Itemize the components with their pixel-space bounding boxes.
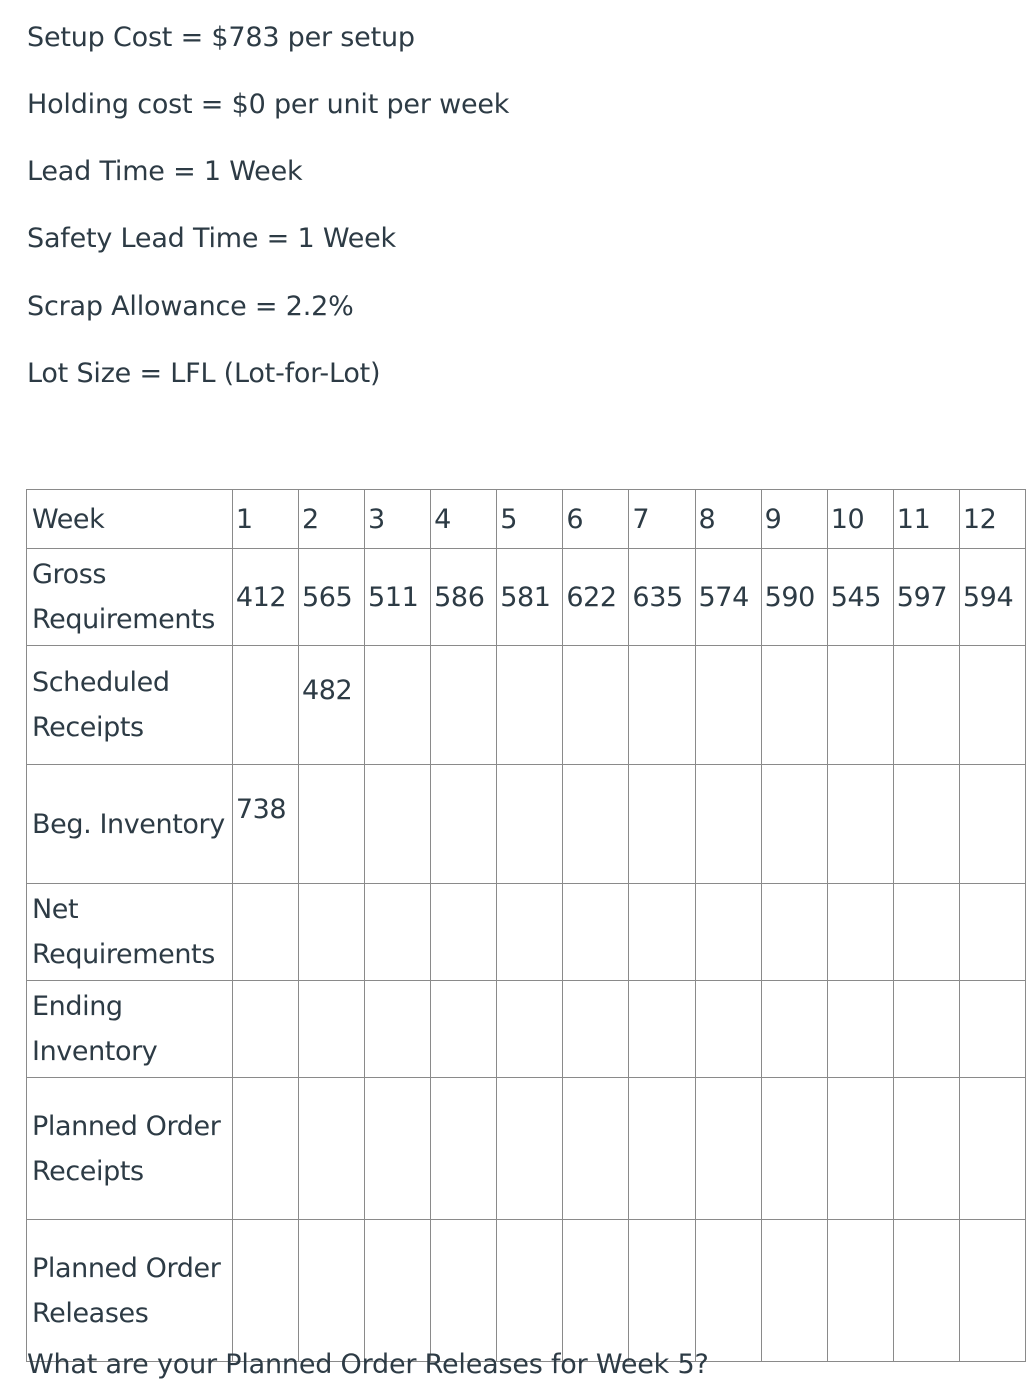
row-label: Gross Requirements	[27, 549, 233, 646]
week-header-3: 3	[365, 490, 431, 549]
week-header-9: 9	[761, 490, 827, 549]
row-label: Planned Order Releases	[27, 1220, 233, 1362]
holding-cost-text: Holding cost = $0 per unit per week	[27, 89, 510, 120]
table-cell[interactable]	[893, 884, 959, 981]
table-cell[interactable]	[232, 1220, 298, 1362]
table-row	[27, 1078, 1026, 1220]
week-header-11: 11	[893, 490, 959, 549]
table-cell[interactable]	[695, 1220, 761, 1362]
week-header-2: 2	[298, 490, 364, 549]
table-cell[interactable]	[298, 981, 364, 1078]
week-header-4: 4	[431, 490, 497, 549]
table-cell[interactable]	[761, 884, 827, 981]
table-cell[interactable]	[629, 884, 695, 981]
table-cell[interactable]	[563, 646, 629, 765]
table-cell[interactable]	[629, 981, 695, 1078]
table-cell[interactable]	[563, 1078, 629, 1220]
table-cell[interactable]	[497, 1078, 563, 1220]
table-row	[27, 981, 1026, 1078]
table-cell[interactable]	[365, 1078, 431, 1220]
week-header-7: 7	[629, 490, 695, 549]
table-header-row	[27, 490, 1026, 549]
mrp-table	[26, 489, 1026, 1362]
table-cell[interactable]: 622	[563, 549, 629, 646]
table-cell[interactable]	[761, 646, 827, 765]
table-cell[interactable]	[695, 646, 761, 765]
table-cell[interactable]	[563, 981, 629, 1078]
table-cell[interactable]	[365, 765, 431, 884]
table-cell[interactable]	[431, 884, 497, 981]
table-cell[interactable]	[827, 646, 893, 765]
table-cell[interactable]	[497, 765, 563, 884]
week-header-10: 10	[827, 490, 893, 549]
table-cell[interactable]	[761, 981, 827, 1078]
table-cell[interactable]: 511	[365, 549, 431, 646]
table-cell[interactable]	[893, 1220, 959, 1362]
table-cell[interactable]	[563, 884, 629, 981]
table-cell[interactable]: 590	[761, 549, 827, 646]
row-label: Net Requirements	[27, 884, 233, 981]
table-cell[interactable]	[893, 981, 959, 1078]
table-cell[interactable]	[298, 1078, 364, 1220]
table-cell[interactable]	[827, 1078, 893, 1220]
table-cell[interactable]	[365, 1220, 431, 1362]
table-cell[interactable]	[497, 884, 563, 981]
table-cell[interactable]	[232, 981, 298, 1078]
table-cell[interactable]	[365, 981, 431, 1078]
lot-size-text: Lot Size = LFL (Lot-for-Lot)	[27, 358, 381, 389]
table-cell[interactable]	[431, 1078, 497, 1220]
table-cell[interactable]	[959, 646, 1025, 765]
table-cell[interactable]	[695, 981, 761, 1078]
table-cell[interactable]	[365, 884, 431, 981]
question-text: What are your Planned Order Releases for Week 5?	[27, 1349, 709, 1380]
table-cell[interactable]	[431, 981, 497, 1078]
table-cell[interactable]: 545	[827, 549, 893, 646]
table-cell[interactable]	[959, 981, 1025, 1078]
row-label: Ending Inventory	[27, 981, 233, 1078]
table-row	[27, 884, 1026, 981]
table-cell[interactable]	[959, 1078, 1025, 1220]
row-label: Planned Order Receipts	[27, 1078, 233, 1220]
table-cell[interactable]	[827, 765, 893, 884]
table-row	[27, 1220, 1026, 1362]
table-cell[interactable]	[497, 1220, 563, 1362]
table-cell[interactable]	[298, 765, 364, 884]
table-cell[interactable]: 738	[232, 765, 298, 884]
table-row	[27, 646, 1026, 765]
table-cell[interactable]	[629, 646, 695, 765]
table-cell[interactable]	[431, 1220, 497, 1362]
table-cell[interactable]: 586	[431, 549, 497, 646]
table-cell[interactable]	[629, 765, 695, 884]
table-cell[interactable]	[497, 981, 563, 1078]
table-cell[interactable]	[827, 981, 893, 1078]
table-cell[interactable]: 594	[959, 549, 1025, 646]
table-row	[27, 765, 1026, 884]
table-cell[interactable]	[232, 646, 298, 765]
table-cell[interactable]: 635	[629, 549, 695, 646]
table-cell[interactable]	[563, 765, 629, 884]
week-header-8: 8	[695, 490, 761, 549]
table-cell[interactable]: 574	[695, 549, 761, 646]
table-cell[interactable]	[761, 765, 827, 884]
table-cell[interactable]	[827, 884, 893, 981]
table-cell[interactable]	[695, 1078, 761, 1220]
table-cell[interactable]	[298, 884, 364, 981]
table-row	[27, 549, 1026, 646]
table-cell[interactable]	[298, 1220, 364, 1362]
week-header-5: 5	[497, 490, 563, 549]
row-label: Scheduled Receipts	[27, 646, 233, 765]
table-cell[interactable]	[761, 1220, 827, 1362]
table-cell[interactable]	[893, 765, 959, 884]
table-cell[interactable]	[695, 884, 761, 981]
table-cell[interactable]	[497, 646, 563, 765]
table-cell[interactable]	[893, 1078, 959, 1220]
lead-time-text: Lead Time = 1 Week	[27, 156, 303, 187]
table-cell[interactable]: 482	[298, 646, 364, 765]
table-cell[interactable]	[761, 1078, 827, 1220]
safety-lead-time-text: Safety Lead Time = 1 Week	[27, 223, 396, 254]
setup-cost-text: Setup Cost = $783 per setup	[27, 22, 415, 53]
row-label: Beg. Inventory	[27, 765, 233, 884]
table-cell[interactable]	[629, 1220, 695, 1362]
week-header-6: 6	[563, 490, 629, 549]
week-header-1: 1	[232, 490, 298, 549]
table-cell[interactable]	[365, 646, 431, 765]
table-cell[interactable]	[695, 765, 761, 884]
table-cell[interactable]	[959, 884, 1025, 981]
table-cell[interactable]: 565	[298, 549, 364, 646]
table-cell[interactable]	[563, 1220, 629, 1362]
mrp-table-container	[26, 489, 1014, 1329]
table-cell[interactable]	[232, 1078, 298, 1220]
week-header-12: 12	[959, 490, 1025, 549]
table-cell[interactable]	[959, 765, 1025, 884]
table-cell[interactable]	[431, 646, 497, 765]
table-cell[interactable]	[232, 884, 298, 981]
table-cell[interactable]	[959, 1220, 1025, 1362]
table-cell[interactable]	[827, 1220, 893, 1362]
table-cell[interactable]	[431, 765, 497, 884]
scrap-allowance-text: Scrap Allowance = 2.2%	[27, 291, 354, 322]
header-label-week: Week	[27, 490, 233, 549]
table-cell[interactable]: 581	[497, 549, 563, 646]
table-cell[interactable]	[893, 646, 959, 765]
table-cell[interactable]: 412	[232, 549, 298, 646]
table-cell[interactable]	[629, 1078, 695, 1220]
table-cell[interactable]: 597	[893, 549, 959, 646]
